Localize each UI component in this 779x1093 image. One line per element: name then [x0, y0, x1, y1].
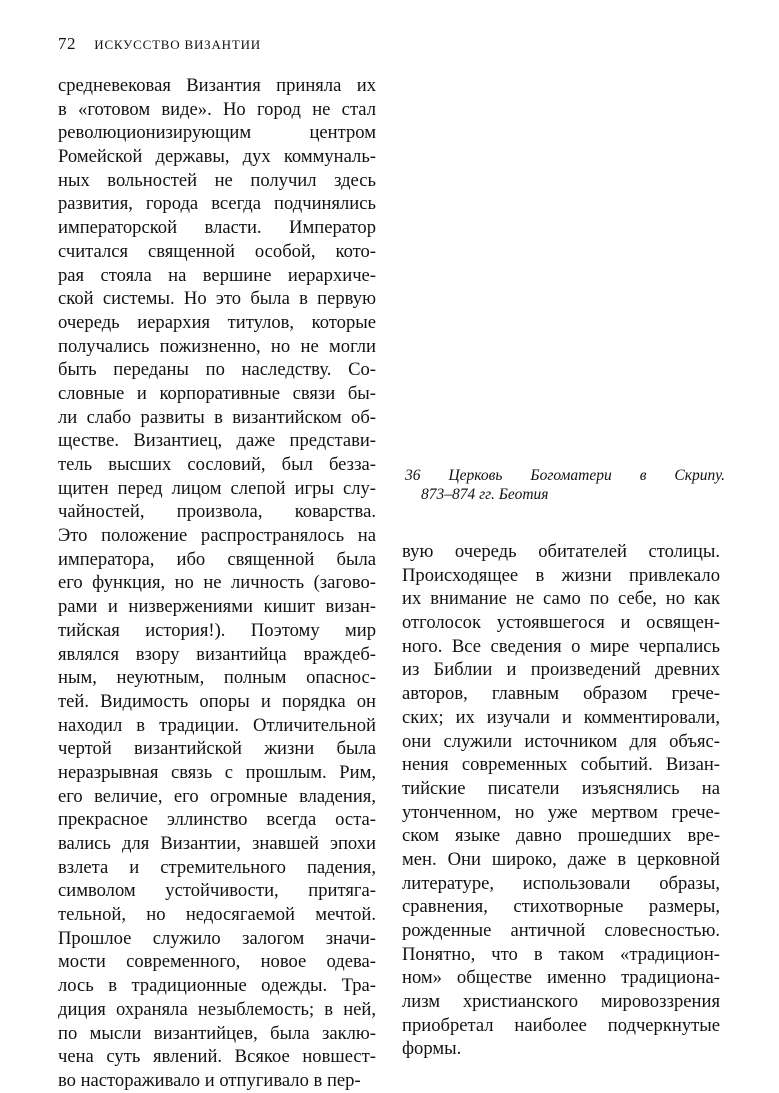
- text-line: рая стояла на вершине иерархиче-: [58, 264, 376, 286]
- text-line: быть переданы по наследству. Со-: [58, 359, 376, 381]
- caption-line: 36 Церковь Богоматери в Скрипу.: [405, 467, 725, 484]
- text-line: императора, ибо священной была: [58, 548, 376, 570]
- text-line: рами и низвержениями кишит визан-: [58, 596, 376, 618]
- page-number: 72: [58, 34, 76, 53]
- text-line: ном» обществе именно традициона-: [402, 967, 720, 989]
- text-line: ском языке давно прошедших вре-: [402, 825, 720, 847]
- text-line: считался священной особой, кото-: [58, 240, 376, 262]
- text-line: литературе, использовали образы,: [402, 872, 720, 894]
- text-line: словные и корпоративные связи бы-: [58, 382, 376, 404]
- text-line: лизм христианского мировоззрения: [402, 991, 720, 1013]
- text-line: лось в традиционные одежды. Тра-: [58, 975, 376, 997]
- text-line: чайностей, произвола, коварства.: [58, 501, 376, 523]
- text-line: развития, города всегда подчинялись: [58, 193, 376, 215]
- text-line: очередь иерархия титулов, которые: [58, 311, 376, 333]
- text-line: вую очередь обитателей столицы.: [402, 541, 720, 562]
- text-line: Прошлое служило залогом значи-: [58, 927, 376, 949]
- text-line: символом устойчивости, притяга-: [58, 880, 376, 902]
- text-line: авторов, главным образом грече-: [402, 683, 720, 705]
- text-line: отголосок устоявшегося и освящен-: [402, 612, 720, 634]
- text-line: его функция, но не личность (загово-: [58, 572, 376, 594]
- text-line: формы.: [402, 1038, 462, 1060]
- text-line: получались пожизненно, но не могли: [58, 335, 376, 357]
- page-header: [58, 34, 261, 54]
- text-line: рожденные античной словесностью.: [402, 920, 720, 941]
- text-line: нения современных событий. Визан-: [402, 754, 720, 776]
- caption-line: 873–874 гг. Беотия: [421, 486, 549, 503]
- text-line: тельной, но недосягаемой мечтой.: [58, 904, 376, 926]
- text-line: мости современного, новое одева-: [58, 951, 376, 973]
- text-line: во настораживало и отпугивало в пер-: [58, 1069, 361, 1091]
- illustration-caption: [405, 466, 725, 504]
- text-line: находил в традиции. Отличительной: [58, 714, 376, 736]
- text-line: Это положение распространялось на: [58, 525, 376, 547]
- text-line: неразрывная связь с прошлым. Рим,: [58, 761, 376, 783]
- right-text-column: [402, 540, 720, 1061]
- text-line: прекрасное эллинство всегда оста-: [58, 809, 376, 831]
- text-line: их внимание не само по себе, но как: [402, 588, 720, 610]
- text-line: диция охраняла незыблемость; в ней,: [58, 998, 376, 1020]
- text-line: из Библии и произведений древних: [402, 659, 720, 681]
- text-line: тей. Видимость опоры и порядка он: [58, 690, 376, 712]
- text-line: императорской власти. Император: [58, 217, 376, 239]
- text-line: тийская история!). Поэтому мир: [58, 619, 376, 641]
- text-line: приобретал наиболее подчеркнутые: [402, 1014, 720, 1036]
- running-title: ИСКУССТВО ВИЗАНТИИ: [94, 37, 261, 52]
- left-text-column: [58, 74, 376, 1093]
- text-line: чертой византийской жизни была: [58, 738, 376, 760]
- text-line: Понятно, что в таком «традицион-: [402, 943, 720, 965]
- text-line: сравнения, стихотворные размеры,: [402, 896, 720, 918]
- text-line: ных вольностей не получил здесь: [58, 169, 376, 191]
- text-line: они служили источником для объяс-: [402, 730, 720, 752]
- text-line: Ромейской державы, дух коммуналь-: [58, 146, 376, 168]
- text-line: вались для Византии, знавшей эпохи: [58, 833, 376, 854]
- text-line: по мысли византийцев, была заклю-: [58, 1022, 376, 1044]
- text-line: утонченном, но уже мертвом грече-: [402, 801, 720, 823]
- text-line: взлета и стремительного падения,: [58, 856, 376, 878]
- text-line: ным, неуютным, полным опаснос-: [58, 667, 376, 689]
- text-line: чена суть явлений. Всякое новшест-: [58, 1046, 376, 1068]
- text-line: тель высших сословий, был безза-: [58, 454, 376, 475]
- text-line: Происходящее в жизни привлекало: [402, 564, 720, 586]
- text-line: ного. Все сведения о мире черпались: [402, 635, 720, 657]
- text-line: его величие, его огромные владения,: [58, 785, 376, 807]
- text-line: щитен перед лицом слепой игры слу-: [58, 477, 376, 499]
- text-line: ской системы. Но это была в первую: [58, 288, 376, 310]
- text-line: революционизирующим центром: [58, 122, 376, 144]
- text-line: ществе. Византиец, даже представи-: [58, 430, 376, 452]
- text-line: ли слабо развиты в византийском об-: [58, 406, 376, 428]
- text-line: ских; их изучали и комментировали,: [402, 706, 720, 728]
- text-line: тийские писатели изъяснялись на: [402, 777, 720, 799]
- text-line: средневековая Византия приняла их: [58, 75, 376, 96]
- text-line: в «готовом виде». Но город не стал: [58, 98, 376, 120]
- text-line: мен. Они широко, даже в церковной: [402, 848, 720, 870]
- text-line: являлся взору византийца враждеб-: [58, 643, 376, 665]
